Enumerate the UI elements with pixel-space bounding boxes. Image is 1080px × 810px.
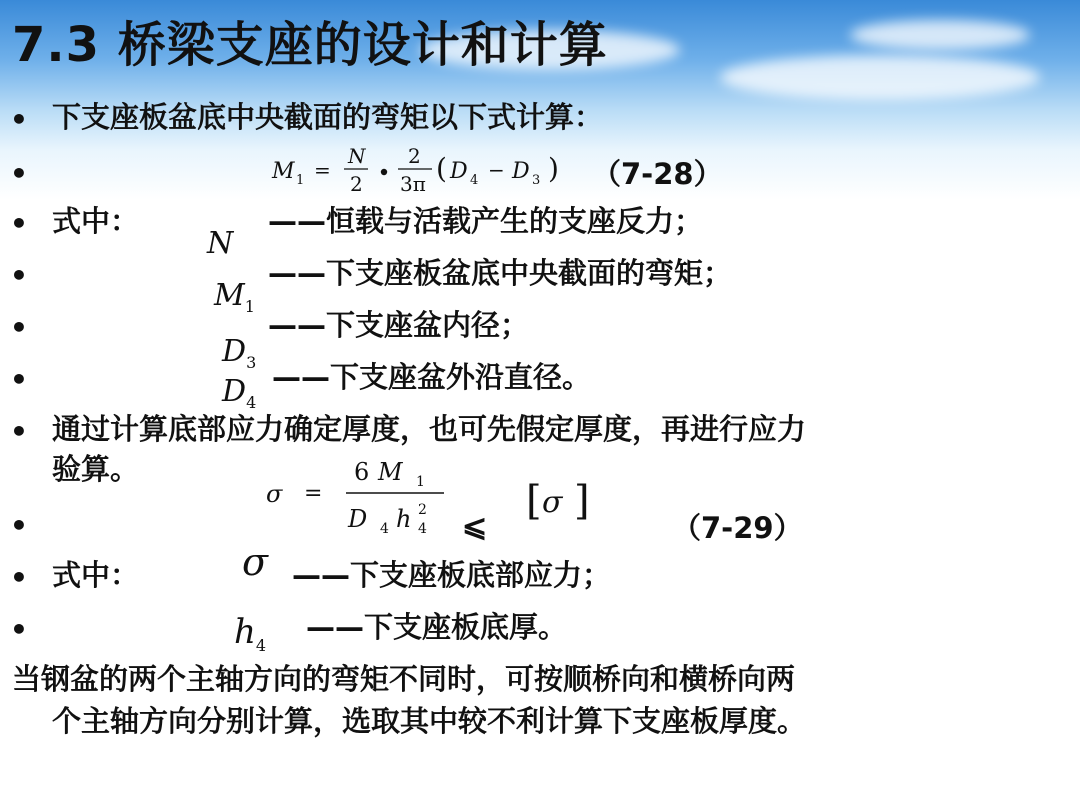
- symbol-sigma: σ: [242, 540, 268, 584]
- note-text-line2: 个主轴方向分别计算，选取其中较不利计算下支座板厚度。: [52, 704, 807, 738]
- def-D4: ——下支座盆外沿直径。: [272, 360, 592, 394]
- svg-text:σ: σ: [542, 485, 563, 520]
- eq1-D3: D: [512, 159, 530, 184]
- bullet: •: [10, 613, 28, 646]
- def-sigma: ——下支座板底部应力；: [292, 558, 612, 592]
- bullet: •: [10, 561, 28, 594]
- svg-text:3: 3: [532, 173, 541, 188]
- symbol-M1: $M_1$: [214, 278, 255, 316]
- svg-text:−: −: [488, 158, 505, 182]
- svg-text:D: D: [348, 505, 368, 533]
- svg-text:4: 4: [380, 521, 389, 537]
- bullet: •: [10, 157, 28, 190]
- def-M1: ——下支座板盆底中央截面的弯矩；: [268, 256, 733, 290]
- svg-text:(: (: [436, 152, 447, 185]
- svg-text:⩽: ⩽: [462, 509, 488, 544]
- bullet: •: [10, 103, 28, 136]
- svg-text:=: =: [314, 158, 331, 182]
- svg-text:6: 6: [354, 458, 370, 486]
- eq1-label: （7-28）: [592, 157, 723, 191]
- bullet: •: [10, 311, 28, 344]
- symbol-h4: $h_4$: [234, 612, 267, 655]
- def-N: ——恒载与活载产生的支座反力；: [268, 204, 704, 238]
- note-text-line1: 当钢盆的两个主轴方向的弯矩不同时，可按顺桥向和横桥向两: [12, 662, 796, 696]
- symbol-D4: $D_4$: [222, 374, 257, 412]
- bullet: •: [10, 509, 28, 542]
- svg-text:3π: 3π: [400, 172, 426, 196]
- where-label-1: 式中：: [52, 204, 140, 238]
- svg-text:1: 1: [416, 474, 425, 490]
- equation-7-28: [268, 144, 588, 196]
- svg-text:2: 2: [418, 502, 427, 518]
- bullet: •: [10, 363, 28, 396]
- svg-text:h: h: [396, 505, 412, 533]
- svg-text:M: M: [378, 458, 403, 486]
- eq1-D4: D: [450, 159, 468, 184]
- def-D3: ——下支座盆内径；: [268, 308, 530, 342]
- symbol-N: N: [207, 226, 234, 261]
- eq2-sigma: σ: [266, 480, 283, 508]
- svg-text:): ): [548, 152, 559, 185]
- equation-7-29: [262, 452, 622, 544]
- method-text-line2: 验算。: [52, 452, 140, 486]
- eq1-sub1: 1: [296, 173, 305, 188]
- where-label-2: 式中：: [52, 558, 140, 592]
- slide-title: 7.3 桥梁支座的设计和计算: [12, 17, 608, 73]
- cloud-decoration: [850, 20, 1030, 50]
- svg-text:[: [: [526, 478, 542, 524]
- symbol-D3: $D_3$: [222, 334, 257, 372]
- eq1-N: N: [348, 144, 366, 168]
- eq2-label: （7-29）: [672, 511, 803, 545]
- cloud-decoration: [720, 55, 1040, 100]
- method-text-line1: 通过计算底部应力确定厚度，也可先假定厚度，再进行应力: [52, 412, 807, 446]
- svg-text:]: ]: [574, 478, 590, 524]
- bullet: •: [10, 259, 28, 292]
- svg-text:=: =: [304, 481, 323, 506]
- def-h4: ——下支座板底厚。: [306, 610, 568, 644]
- bullet: •: [10, 207, 28, 240]
- intro-text: 下支座板盆底中央截面的弯矩以下式计算：: [52, 100, 604, 134]
- svg-text:2: 2: [350, 172, 363, 196]
- eq1-M: M: [272, 159, 295, 184]
- svg-text:2: 2: [408, 144, 421, 168]
- bullet: •: [10, 415, 28, 448]
- svg-text:4: 4: [418, 521, 427, 537]
- svg-text:4: 4: [470, 173, 479, 188]
